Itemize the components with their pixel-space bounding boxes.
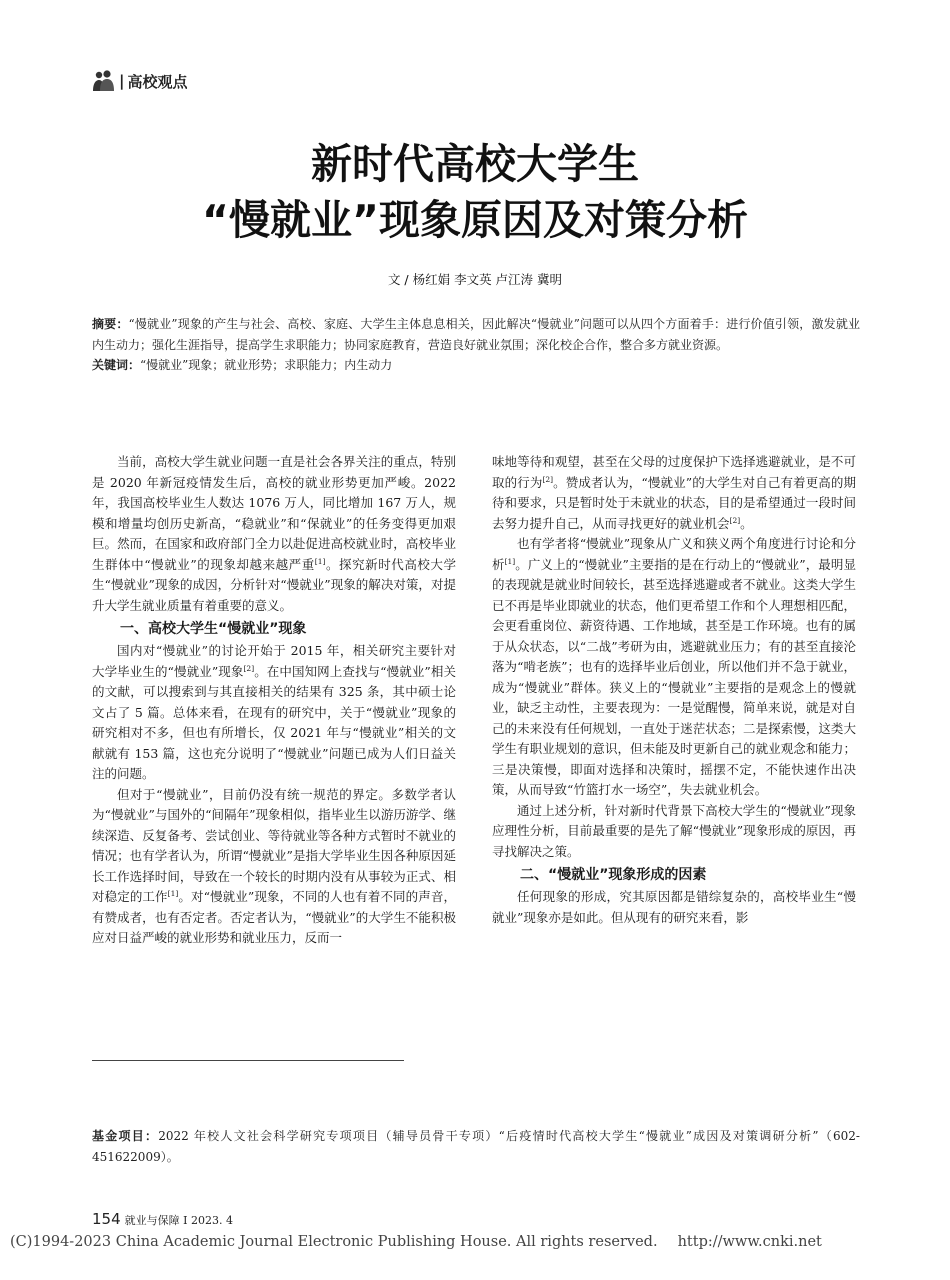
section-label	[92, 70, 188, 92]
funding-note	[92, 1126, 860, 1168]
paragraph-text: 国内对“慢就业”的讨论开始于 2015 年，相关研究主要针对大学毕业生的“慢就业”现象	[92, 643, 456, 679]
keywords-text: “慢就业”现象；就业形势；求职能力；内生动力	[140, 358, 393, 372]
people-group-icon	[92, 70, 116, 92]
abstract-text: “慢就业”现象的产生与社会、高校、家庭、大学生主体息息相关，因此解决“慢就业”问题可以从四个方面着手：进行价值引领，激发就业内生动力；强化生涯指导，提高学生求职能力；协同家庭教育，营造良好就业氛围；深化校企合作，整合多方就业资源。	[92, 317, 860, 352]
title-line-1: 新时代高校大学生	[311, 140, 639, 188]
paragraph-text: 但对于“慢就业”，目前仍没有统一规范的界定。多数学者认为“慢就业”与国外的“间隔年”现象相似，指毕业生以游历游学、继续深造、反复备考、尝试创业、等待就业等各种方式暂时不就业的情况；也有学者认为，所谓“慢就业”是指大学毕业生因各种原因延长工作选择时间，导致在一个较长的时期内没有从事较为正式、相对稳定的工作	[92, 786, 456, 904]
paragraph	[92, 785, 456, 949]
paragraph-text: 也有学者将“慢就业”现象从广义和狭义两个角度进行讨论和分析	[492, 536, 856, 572]
section-name: 高校观点	[127, 72, 188, 91]
paragraph-text: 。探究新时代高校大学生“慢就业”现象的成因，分析针对“慢就业”现象的解决对策，对提升大学生就业质量有着重要的意义。	[92, 556, 456, 613]
section-divider: |	[119, 72, 125, 90]
funding-text: 2022 年校人文社会科学研究专项项目（辅导员骨干专项）“后疫情时代高校大学生“慢就业”成因及对策调研分析”（602-451622009）。	[92, 1129, 860, 1164]
citation: [2]	[542, 474, 554, 484]
cnki-url: http://www.cnki.net	[677, 1234, 822, 1250]
authors: 文 / 杨红娟 李文英 卢江涛 冀明	[387, 272, 563, 287]
citation: [2]	[729, 515, 741, 525]
abstract	[92, 314, 860, 355]
paragraph-text: 。在中国知网上查找与“慢就业”相关的文献，可以搜索到与其直接相关的结果有 325 条，其中硕士论文占了 5 篇。总体来看，在现有的研究中，关于“慢就业”现象的研究相对不多，但也有所增长，仅 2021 年与“慢就业”相关的文献就有 153 篇，这也充分说明了“慢就业”问题已成为人们日益关注的问题。	[92, 663, 456, 781]
title-line-2: “慢就业”现象原因及对策分析	[202, 196, 748, 244]
paragraph-text: 。赞成者认为，“慢就业”的大学生对自己有着更高的期待和要求，只是暂时处于未就业的状态，目的是希望通过一段时间去努力提升自己，从而寻找更好的就业机会	[492, 474, 856, 531]
keywords	[92, 355, 860, 376]
copyright-text: (C)1994-2023 China Academic Journal Electronic Publishing House. All rights reserved.	[10, 1234, 658, 1250]
paragraph	[492, 534, 856, 801]
left-column	[92, 452, 456, 949]
funding-label: 基金项目：	[92, 1129, 159, 1143]
paragraph-text: 味地等待和观望，甚至在父母的过度保护下选择逃避就业，是不可取的行为	[492, 454, 856, 490]
section-heading-2: 二、“慢就业”现象形成的因素	[520, 867, 707, 883]
journal-issue: 就业与保障 I 2023. 4	[124, 1214, 233, 1227]
section-heading-1: 一、高校大学生“慢就业”现象	[120, 621, 307, 637]
page-footer	[92, 1210, 233, 1228]
paragraph-text: 。对“慢就业”现象，不同的人也有着不同的声音，有赞成者，也有否定者。否定者认为，“慢就业”的大学生不能积极应对日益严峻的就业形势和就业压力，反而一	[92, 889, 456, 945]
paragraph-continued	[492, 452, 856, 534]
article-title	[0, 136, 950, 248]
copyright-line	[10, 1234, 940, 1250]
paragraph-intro	[92, 452, 456, 616]
paragraph-text: 。广义上的“慢就业”主要指的是在行动上的“慢就业”，最明显的表现就是就业时间较长，甚至选择逃避或者不就业。这类大学生已不再是毕业即就业的状态，他们更希望工作和个人理想相匹配，会更看重岗位、薪资待遇、工作地域，甚至是工作环境。也有的属于从众状态，以“二战”考研为由，逃避就业压力；有的甚至直接沦落为“啃老族”；也有的选择毕业后创业，所以他们并不急于就业，成为“慢就业”群体。狭义上的“慢就业”主要指的是观念上的慢就业，缺乏主动性，主要表现为：一是觉醒慢，简单来说，就是对自己的未来没有任何规划，一直处于迷茫状态；二是探索慢，这类大学生有职业规划的意识，但未能及时更新自己的就业观念和能力；三是决策慢，即面对选择和决策时，摇摆不定，不能快速作出决策，从而导致“竹篮打水一场空”，失去就业机会。	[492, 556, 856, 797]
abstract-label: 摘要：	[92, 317, 129, 331]
paragraph: 通过上述分析，针对新时代背景下高校大学生的“慢就业”现象应理性分析，目前最重要的是先了解“慢就业”现象形成的原因，再寻找解决之策。	[492, 802, 856, 859]
abstract-block	[92, 314, 860, 376]
page-number: 154	[92, 1210, 121, 1228]
paragraph: 任何现象的形成，究其原因都是错综复杂的，高校毕业生“慢就业”现象亦是如此。但从现有的研究来看，影	[492, 889, 856, 925]
paragraph	[92, 641, 456, 785]
citation: [1]	[504, 556, 516, 566]
citation: [1]	[167, 888, 179, 898]
footnote-rule	[92, 1060, 404, 1061]
right-column	[492, 452, 856, 928]
citation: [2]	[243, 663, 255, 673]
citation: [1]	[314, 556, 326, 566]
paragraph-text: 。	[740, 515, 753, 531]
keywords-label: 关键词：	[92, 358, 141, 372]
paragraph-text: 当前，高校大学生就业问题一直是社会各界关注的重点，特别是 2020 年新冠疫情发生后，高校的就业形势更加严峻。2022 年，我国高校毕业生人数达 1076 万人，同比增加 167 万人，规模和增量均创历史新高，“稳就业”和“保就业”的任务变得更加艰巨。然而，在国家和政府部门全力以赴促进高校就业时，高校毕业生群体中“慢就业”的现象却越来越严重	[92, 454, 456, 572]
